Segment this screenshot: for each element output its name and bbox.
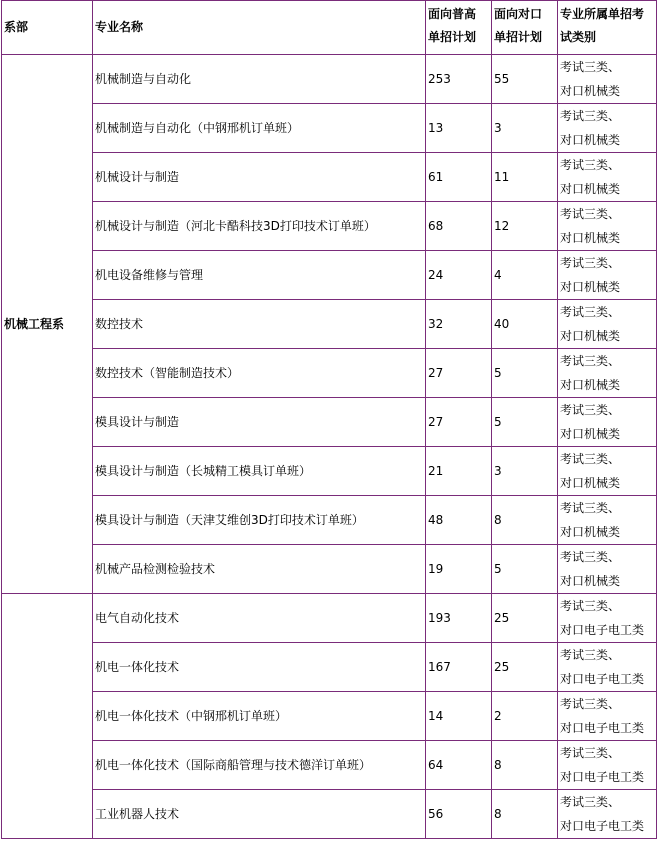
exam-category-line2: 对口机械类 [560, 133, 621, 147]
vocational-plan-cell: 12 [492, 202, 558, 251]
major-name-cell: 机械设计与制造 [93, 153, 426, 202]
exam-category-line1: 考试三类、 [560, 452, 621, 466]
exam-category-line1: 考试三类、 [560, 746, 621, 760]
major-name-cell: 机械制造与自动化 [93, 55, 426, 104]
exam-category-line2: 对口机械类 [560, 378, 621, 392]
exam-category-line2: 对口电子电工类 [560, 721, 645, 735]
vocational-plan-cell: 5 [492, 545, 558, 594]
general-plan-cell: 13 [426, 104, 492, 153]
general-plan-cell: 19 [426, 545, 492, 594]
table-row [2, 545, 657, 594]
general-plan-cell: 64 [426, 741, 492, 790]
major-name-cell: 机电设备维修与管理 [93, 251, 426, 300]
table-row [2, 104, 657, 153]
exam-category-line1: 考试三类、 [560, 60, 621, 74]
general-plan-cell: 253 [426, 55, 492, 104]
table-row [2, 594, 657, 643]
major-name-cell: 模具设计与制造 [93, 398, 426, 447]
major-name-cell: 模具设计与制造（天津艾维创3D打印技术订单班） [93, 496, 426, 545]
exam-category-cell [558, 643, 657, 692]
exam-category-cell [558, 545, 657, 594]
exam-category-line2: 对口机械类 [560, 280, 621, 294]
major-name-cell: 模具设计与制造（长城精工模具订单班） [93, 447, 426, 496]
admission-plan-table [1, 0, 657, 839]
exam-category-line1: 考试三类、 [560, 697, 621, 711]
vocational-plan-cell: 55 [492, 55, 558, 104]
table-row [2, 741, 657, 790]
header-major: 专业名称 [93, 1, 426, 55]
general-plan-cell: 193 [426, 594, 492, 643]
exam-category-line1: 考试三类、 [560, 256, 621, 270]
table-row [2, 153, 657, 202]
vocational-plan-cell: 5 [492, 398, 558, 447]
major-name-cell: 机电一体化技术（中钢邢机订单班） [93, 692, 426, 741]
dept-cell [2, 594, 93, 839]
table-row [2, 251, 657, 300]
vocational-plan-cell: 4 [492, 251, 558, 300]
dept-cell: 机械工程系 [2, 55, 93, 594]
table-body [2, 55, 657, 839]
exam-category-line2: 对口机械类 [560, 427, 621, 441]
header-exam-category [558, 1, 657, 55]
major-name-cell: 数控技术 [93, 300, 426, 349]
table-row [2, 398, 657, 447]
general-plan-cell: 27 [426, 398, 492, 447]
exam-category-line2: 对口电子电工类 [560, 672, 645, 686]
major-name-cell: 机械设计与制造（河北卡酷科技3D打印技术订单班） [93, 202, 426, 251]
exam-category-cell [558, 594, 657, 643]
general-plan-cell: 68 [426, 202, 492, 251]
exam-category-cell [558, 398, 657, 447]
general-plan-cell: 24 [426, 251, 492, 300]
header-category-line1: 专业所属单招考 [560, 7, 645, 21]
table-row [2, 447, 657, 496]
exam-category-cell [558, 202, 657, 251]
exam-category-line1: 考试三类、 [560, 599, 621, 613]
exam-category-line2: 对口机械类 [560, 329, 621, 343]
table-row [2, 202, 657, 251]
exam-category-cell [558, 104, 657, 153]
general-plan-cell: 21 [426, 447, 492, 496]
vocational-plan-cell: 3 [492, 104, 558, 153]
major-name-cell: 数控技术（智能制造技术） [93, 349, 426, 398]
table-row [2, 496, 657, 545]
exam-category-line1: 考试三类、 [560, 648, 621, 662]
exam-category-cell [558, 447, 657, 496]
vocational-plan-cell: 8 [492, 790, 558, 839]
exam-category-line1: 考试三类、 [560, 109, 621, 123]
general-plan-cell: 48 [426, 496, 492, 545]
major-name-cell: 电气自动化技术 [93, 594, 426, 643]
exam-category-line2: 对口电子电工类 [560, 623, 645, 637]
exam-category-cell [558, 153, 657, 202]
exam-category-line2: 对口机械类 [560, 476, 621, 490]
header-vocational-line1: 面向对口 [494, 7, 543, 21]
exam-category-line1: 考试三类、 [560, 403, 621, 417]
header-vocational-line2: 单招计划 [494, 30, 543, 44]
exam-category-line2: 对口电子电工类 [560, 819, 645, 833]
exam-category-cell [558, 692, 657, 741]
exam-category-line1: 考试三类、 [560, 501, 621, 515]
major-name-cell: 工业机器人技术 [93, 790, 426, 839]
vocational-plan-cell: 2 [492, 692, 558, 741]
vocational-plan-cell: 11 [492, 153, 558, 202]
major-name-cell: 机械产品检测检验技术 [93, 545, 426, 594]
exam-category-cell [558, 251, 657, 300]
exam-category-line2: 对口机械类 [560, 574, 621, 588]
exam-category-cell [558, 349, 657, 398]
table-row [2, 55, 657, 104]
exam-category-line1: 考试三类、 [560, 795, 621, 809]
major-name-cell: 机械制造与自动化（中钢邢机订单班） [93, 104, 426, 153]
exam-category-line2: 对口机械类 [560, 84, 621, 98]
exam-category-line1: 考试三类、 [560, 158, 621, 172]
general-plan-cell: 14 [426, 692, 492, 741]
header-dept: 系部 [2, 1, 93, 55]
general-plan-cell: 167 [426, 643, 492, 692]
vocational-plan-cell: 8 [492, 496, 558, 545]
vocational-plan-cell: 25 [492, 594, 558, 643]
exam-category-cell [558, 55, 657, 104]
header-row [2, 1, 657, 55]
exam-category-cell [558, 790, 657, 839]
vocational-plan-cell: 25 [492, 643, 558, 692]
exam-category-line2: 对口机械类 [560, 182, 621, 196]
header-general-plan [426, 1, 492, 55]
table-row [2, 349, 657, 398]
exam-category-line1: 考试三类、 [560, 354, 621, 368]
header-vocational-plan [492, 1, 558, 55]
general-plan-cell: 32 [426, 300, 492, 349]
vocational-plan-cell: 5 [492, 349, 558, 398]
header-general-line2: 单招计划 [428, 30, 477, 44]
exam-category-cell [558, 300, 657, 349]
exam-category-line1: 考试三类、 [560, 550, 621, 564]
general-plan-cell: 27 [426, 349, 492, 398]
table-row [2, 300, 657, 349]
exam-category-cell [558, 741, 657, 790]
vocational-plan-cell: 3 [492, 447, 558, 496]
major-name-cell: 机电一体化技术 [93, 643, 426, 692]
table-row [2, 790, 657, 839]
exam-category-line2: 对口机械类 [560, 231, 621, 245]
exam-category-line2: 对口机械类 [560, 525, 621, 539]
major-name-cell: 机电一体化技术（国际商船管理与技术德洋订单班） [93, 741, 426, 790]
header-general-line1: 面向普高 [428, 7, 477, 21]
table-row [2, 643, 657, 692]
exam-category-line1: 考试三类、 [560, 305, 621, 319]
table-row [2, 692, 657, 741]
vocational-plan-cell: 40 [492, 300, 558, 349]
vocational-plan-cell: 8 [492, 741, 558, 790]
general-plan-cell: 56 [426, 790, 492, 839]
exam-category-line1: 考试三类、 [560, 207, 621, 221]
exam-category-line2: 对口电子电工类 [560, 770, 645, 784]
header-category-line2: 试类别 [560, 30, 597, 44]
general-plan-cell: 61 [426, 153, 492, 202]
exam-category-cell [558, 496, 657, 545]
